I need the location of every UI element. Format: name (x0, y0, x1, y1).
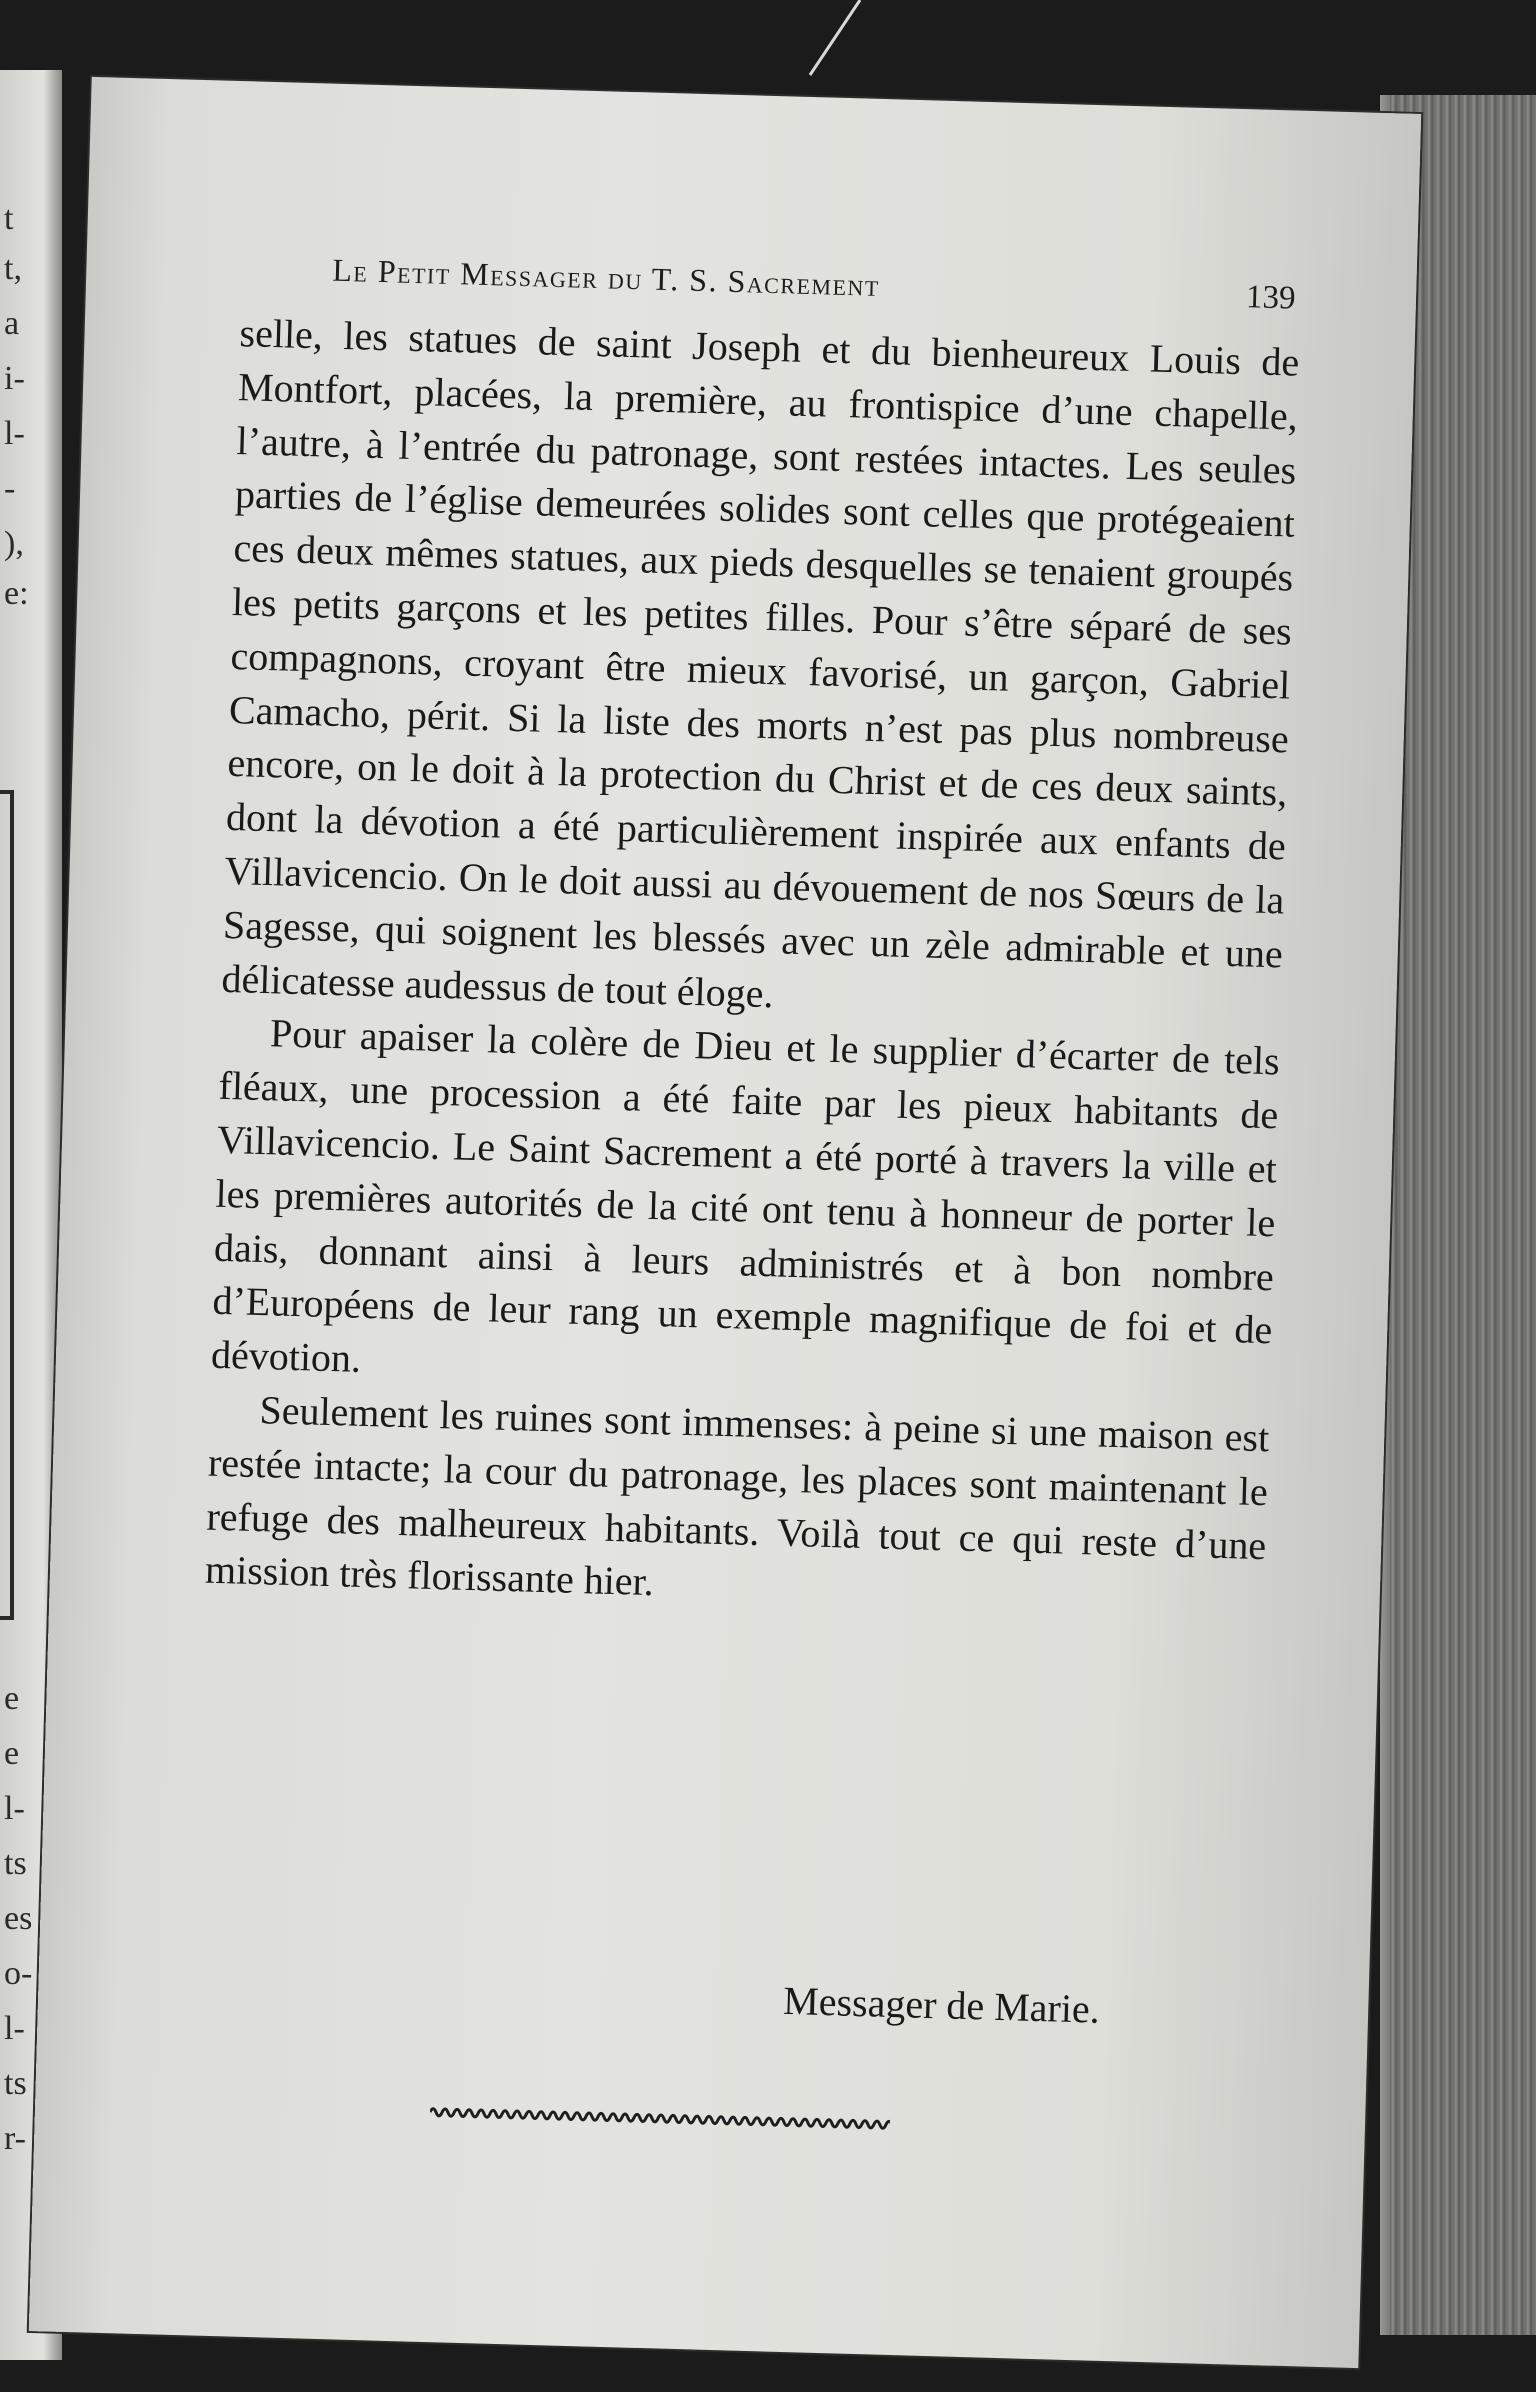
book-page (29, 77, 1421, 2368)
facing-page-fragment: l- (4, 1790, 25, 1827)
facing-page-fragment: l- (4, 415, 25, 452)
paragraph-3: Seulement les ruines sont immenses: à peine si une maison est restée intacte; la cour du patronage, les places sont maintenant le refuge des malheureux habitants. Voilà tout ce qui reste d’une mission très florissante hier. (204, 1387, 1270, 1605)
facing-page-fragment: l- (4, 2010, 25, 2047)
facing-page-fragment: a (4, 305, 20, 342)
paragraph-2: Pour apaiser la colère de Dieu et le supplier d’écarter de tels fléaux, une procession a été faite par les pieux habitants de Villavicencio. Le Saint Sacrement a été porté à travers la ville et les premières autorités de la cité ont tenu à honneur de porter le dais, donnant ainsi à leurs administrés et à bon nombre d’Européens de leur rang un exemple magnifique de foi et de dévotion. (210, 1010, 1281, 1382)
facing-page-fragment: t (4, 200, 14, 237)
paragraph-1: selle, les statues de saint Joseph et du bienheureux Louis de Montfort, placées, la première, au frontispice d’une chapelle, l’autre, à l’entrée du patronage, sont restées intactes. Les seules parties de l’église demeurées solides sont celles que protégeaient ces deux mêmes statues, aux pieds desquelles se tenaient groupés les petits garçons et les petites filles. Pour s’être séparé de ses compagnons, croyant être mieux favorisé, un garçon, Gabriel Camacho, périt. Si la liste des morts n’est pas plus nombreuse encore, on le doit à la protection du Christ et de ces deux saints, dont la dévotion a été particulièrement inspirée aux enfants de Villavicencio. On le doit aussi au dévouement de nos Sœurs de la Sagesse, qui soignent les blessés avec un zèle admirable et une délicatesse audessus de tout éloge. (221, 310, 1300, 1016)
page-number: 139 (1245, 279, 1297, 317)
facing-page-fragment: ts (4, 2065, 27, 2102)
facing-page-fragment: e (4, 1735, 20, 1772)
facing-page-fragment: r- (4, 2120, 26, 2157)
scratch-mark (800, 0, 900, 80)
facing-page-fragment: i- (4, 360, 25, 397)
facing-page-fragment: t, (4, 250, 22, 287)
ornamental-rule (430, 2097, 891, 2140)
facing-page-fragment: - (4, 470, 16, 507)
signature: Messager de Marie. (782, 1977, 1101, 2032)
facing-page-fragment: o- (4, 1955, 33, 1992)
facing-page-fragment: ), (4, 525, 24, 562)
facing-page-fragment: e: (4, 575, 29, 612)
running-header: Le Petit Messager du T. S. Sacrement (331, 251, 881, 303)
body-text (204, 306, 1300, 1626)
facing-page-fragment: es (4, 1900, 33, 1937)
facing-page-fragment: e (4, 1680, 20, 1717)
facing-page-fragment: ts (4, 1845, 27, 1882)
facing-page-frame (0, 790, 14, 1620)
